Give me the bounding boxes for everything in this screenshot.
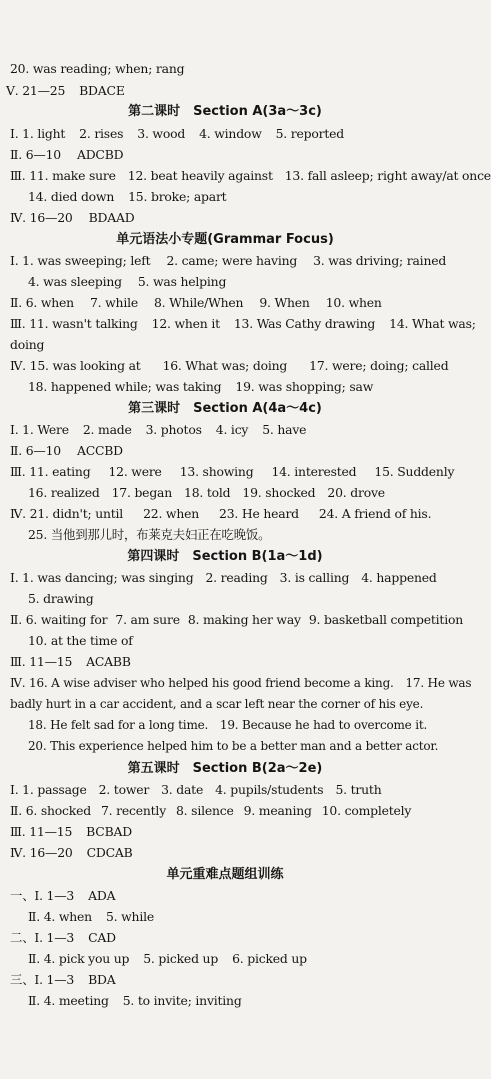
answer-line: 二、Ⅰ. 1—3 CAD <box>10 930 116 945</box>
answer-line: Ⅱ. 6. waiting for 7. am sure 8. making her way 9. basketball competition <box>10 612 464 627</box>
section-title: 第三课时 Section A(4a～4c) <box>128 401 322 416</box>
answer-line: Ⅰ. 1. light 2. rises 3. wood 4. window 5. reported <box>10 126 344 141</box>
answer-line: Ⅰ. 1. Were 2. made 3. photos 4. icy 5. have <box>10 422 307 437</box>
answer-line: Ⅲ. 11—15 ACABB <box>10 654 131 669</box>
answer-line: Ⅳ. 16. A wise adviser who helped his good friend become a king. 17. He was <box>10 676 472 690</box>
section-title: 第五课时 Section B(2a～2e) <box>127 761 323 776</box>
answer-line: Ⅱ. 4. meeting 5. to invite; inviting <box>28 993 242 1008</box>
answer-line: Ⅴ. 21—25 BDACE <box>6 83 125 98</box>
answer-line: 一、Ⅰ. 1—3 ADA <box>10 888 116 903</box>
section-title: 第四课时 Section B(1a～1d) <box>127 549 323 564</box>
answer-line: Ⅳ. 16—20 BDAAD <box>10 210 135 225</box>
answer-line: Ⅳ. 21. didn't; until 22. when 23. He heard 24. A friend of his. <box>10 506 432 521</box>
answer-line: 5. drawing <box>28 591 94 606</box>
answer-line: Ⅰ. 1. passage 2. tower 3. date 4. pupils/students 5. truth <box>10 782 382 797</box>
answer-line: Ⅱ. 4. pick you up 5. picked up 6. picked up <box>28 951 307 966</box>
answer-line: 18. He felt sad for a long time. 19. Because he had to overcome it. <box>28 718 428 732</box>
answer-line: Ⅳ. 15. was looking at 16. What was; doing 17. were; doing; called <box>10 358 449 373</box>
answer-line: 25. 当他到那儿时，布莱克夫妇正在吃晚饭。 <box>28 527 271 542</box>
answer-line: 4. was sleeping 5. was helping <box>28 274 227 289</box>
answer-line: Ⅲ. 11—15 BCBAD <box>10 824 132 839</box>
answer-line: Ⅱ. 4. when 5. while <box>28 909 154 924</box>
answer-line: 10. at the time of <box>28 633 133 648</box>
answer-line: 14. died down 15. broke; apart <box>28 189 227 204</box>
answer-line: Ⅰ. 1. was sweeping; left 2. came; were having 3. was driving; rained <box>10 253 447 268</box>
section-title: 单元重难点题组训练 <box>166 867 284 882</box>
answer-line: Ⅲ. 11. wasn't talking 12. when it 13. Was Cathy drawing 14. What was; <box>10 316 476 331</box>
answer-line: Ⅳ. 16—20 CDCAB <box>10 845 133 860</box>
answer-line: 20. was reading; when; rang <box>10 61 185 76</box>
answer-line: 20. This experience helped him to be a better man and a better actor. <box>28 739 439 753</box>
answer-line: Ⅰ. 1. was dancing; was singing 2. reading 3. is calling 4. happened <box>10 570 437 585</box>
section-title: 单元语法小专题(Grammar Focus) <box>116 232 334 247</box>
answer-line: Ⅱ. 6—10 ACCBD <box>10 443 123 458</box>
answer-line: 18. happened while; was taking 19. was shopping; saw <box>28 379 374 394</box>
answer-line: Ⅲ. 11. eating 12. were 13. showing 14. interested 15. Suddenly <box>10 464 455 479</box>
section-title: 第二课时 Section A(3a～3c) <box>128 104 322 119</box>
answer-line: 三、Ⅰ. 1—3 BDA <box>10 972 116 987</box>
answer-line: 16. realized 17. began 18. told 19. shocked 20. drove <box>28 485 385 500</box>
answer-line: Ⅲ. 11. make sure 12. beat heavily against 13. fall asleep; right away/at once <box>10 168 491 183</box>
answer-line: doing <box>10 337 45 352</box>
answer-line: Ⅱ. 6. when 7. while 8. While/When 9. When 10. when <box>10 295 382 310</box>
answer-line: badly hurt in a car accident, and a scar left near the corner of his eye. <box>10 697 424 711</box>
answer-line: Ⅱ. 6. shocked 7. recently 8. silence 9. meaning 10. completely <box>10 803 412 818</box>
answer-line: Ⅱ. 6—10 ADCBD <box>10 147 124 162</box>
